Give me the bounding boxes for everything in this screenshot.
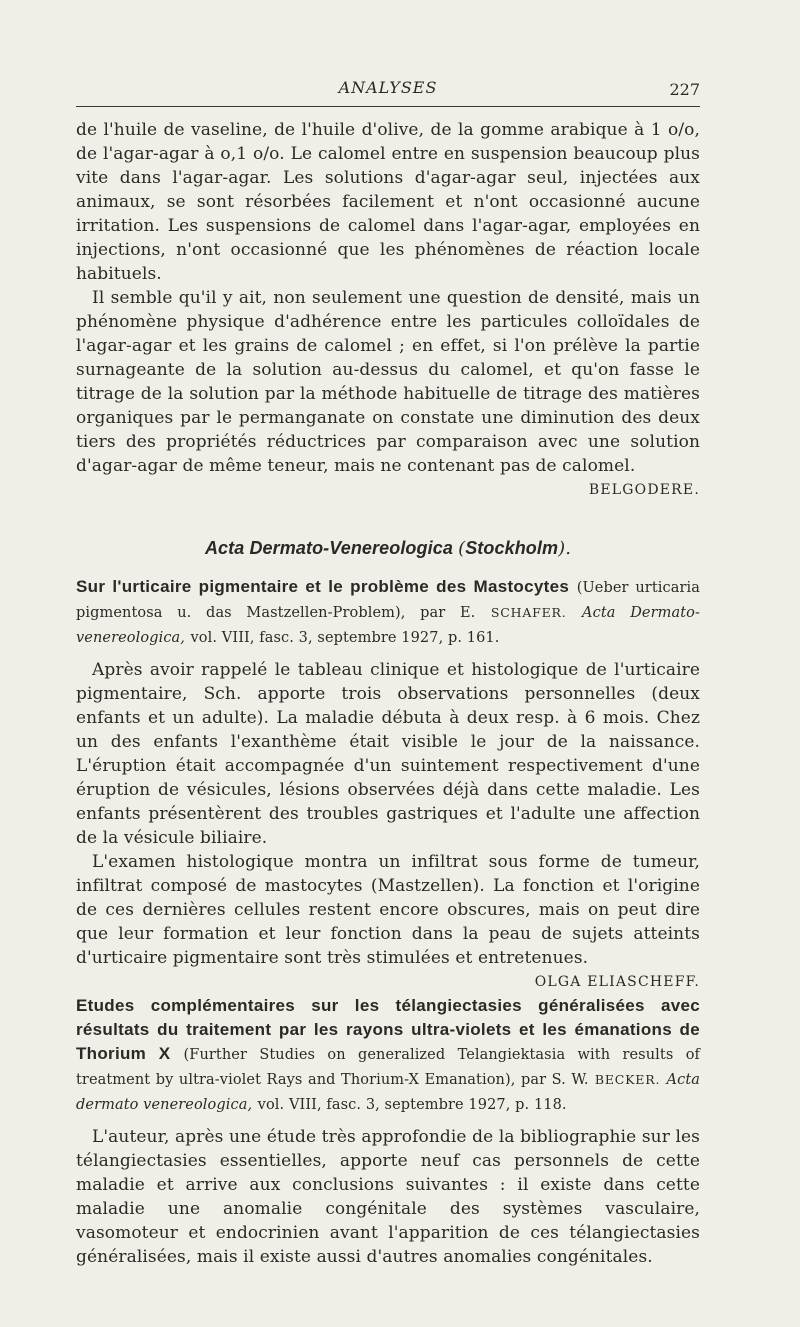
abstract-1-ref-part1: (Ueber urticaria pigmentosa u. das Mastzellen-Problem), par E. xyxy=(76,580,700,621)
journal-heading xyxy=(76,536,700,561)
abstract-1-paragraph-2: L'examen histologique montra un infiltrat sous forme de tumeur, infiltrat composé de mastocytes (Mastzellen). La fonction et l'origine de ces dernières cellules restent encore obscures, mais on peut dire que leur formation et leur fonction dans la peau de sujets atteints d'urticaire pigmentaire sont très stimulées et entretenues. xyxy=(76,852,700,968)
abstract-1-title: Sur l'urticaire pigmentaire et le problème des Mastocytes xyxy=(76,577,570,596)
journal-title: Acta Dermato-Venereologica xyxy=(204,538,453,558)
abstract-1-ref-part2: vol. VIII, fasc. 3, septembre 1927, p. 161. xyxy=(190,630,500,646)
carryover-paragraph-2: Il semble qu'il y ait, non seulement une question de densité, mais un phénomène physique d'adhérence entre les particules colloïdales de l'agar-agar et les grains de calomel ; en effet, si l'on prélève la partie surnageante de la solution au-dessus du calomel, et qu'on fasse le titrage de la solution par la méthode habituelle de titrage des matières organiques par le permanganate on constate une diminution des deux tiers des propriétés réductrices par comparaison avec une solution d'agar-agar de même teneur, mais ne contenant pas de calomel. xyxy=(76,288,700,476)
page-number: 227 xyxy=(669,80,700,99)
abstract-2-heading xyxy=(76,994,700,1117)
abstract-2-title: Etudes complémentaires sur les télangiectasies généralisées avec résultats du traitement par les rayons ultra-violets et les émanations de Thorium X xyxy=(76,996,700,1063)
abstract-1-heading xyxy=(76,575,700,650)
abstract-2-ref-part2: vol. VIII, fasc. 3, septembre 1927, p. 118. xyxy=(257,1097,567,1113)
abstract-2-author: BECKER. xyxy=(594,1072,661,1087)
carryover-paragraph-1: de l'huile de vaseline, de l'huile d'olive, de la gomme arabique à 1 o/o, de l'agar-agar à o,1 o/o. Le calomel entre en suspension beaucoup plus vite dans l'agar-agar. Les solutions d'agar-agar seul, injectées aux animaux, se sont résorbées facilement et n'ont occasionné aucune irritation. Les suspensions de calomel dans l'agar-agar, employées en injections, n'ont occasionné que les phénomènes de réaction locale habituels. xyxy=(76,120,700,284)
page-content xyxy=(76,118,700,1269)
abstract-2-ref-part1: (Further Studies on generalized Telangiektasia with results of treatment by ultra-violet Rays and Thorium-X Emanation), par S. W. xyxy=(76,1047,700,1088)
abstract-2-paragraph-1: L'auteur, après une étude très approfondie de la bibliographie sur les télangiectasies essentielles, apporte neuf cas personnels de cette maladie et arrive aux conclusions suivantes : il existe dans cette maladie une anomalie congénitale des systèmes vasculaire, vasomoteur et endocrinien avant l'apparition de ces télangiectasies généralisées, mais il existe aussi d'autres anomalies congénitales. xyxy=(76,1127,700,1267)
header-rule xyxy=(76,106,700,107)
running-head xyxy=(76,76,700,100)
abstract-1-paragraph-1: Après avoir rappelé le tableau clinique et histologique de l'urticaire pigmentaire, Sch. apporte trois observations personnelles (deux enfants et un adulte). La maladie débuta à deux resp. à 6 mois. Chez un des enfants l'exanthème était visible le jour de la naissance. L'éruption était accompagnée d'un suintement respectivement d'une éruption de vésicules, lésions observées déjà dans cette maladie. Les enfants présentèrent des troubles gastriques et l'adulte une affection de la vésicule biliaire. xyxy=(76,660,700,848)
running-title: ANALYSES xyxy=(338,78,438,97)
signature-eliascheff: OLGA ELIASCHEFF. xyxy=(534,974,700,990)
abstract-2-journal-ref: Acta dermato venereologica, xyxy=(76,1072,701,1113)
journal-place: Stockholm xyxy=(465,538,559,558)
journal-paren-open: ( xyxy=(458,538,466,559)
abstract-1-author: SCHAFER. xyxy=(490,605,567,620)
journal-paren-close: ). xyxy=(558,538,572,559)
abstract-1-journal-ref: Acta Dermato-venereologica, xyxy=(76,605,700,646)
signature-belgodere: BELGODERE. xyxy=(588,482,700,498)
